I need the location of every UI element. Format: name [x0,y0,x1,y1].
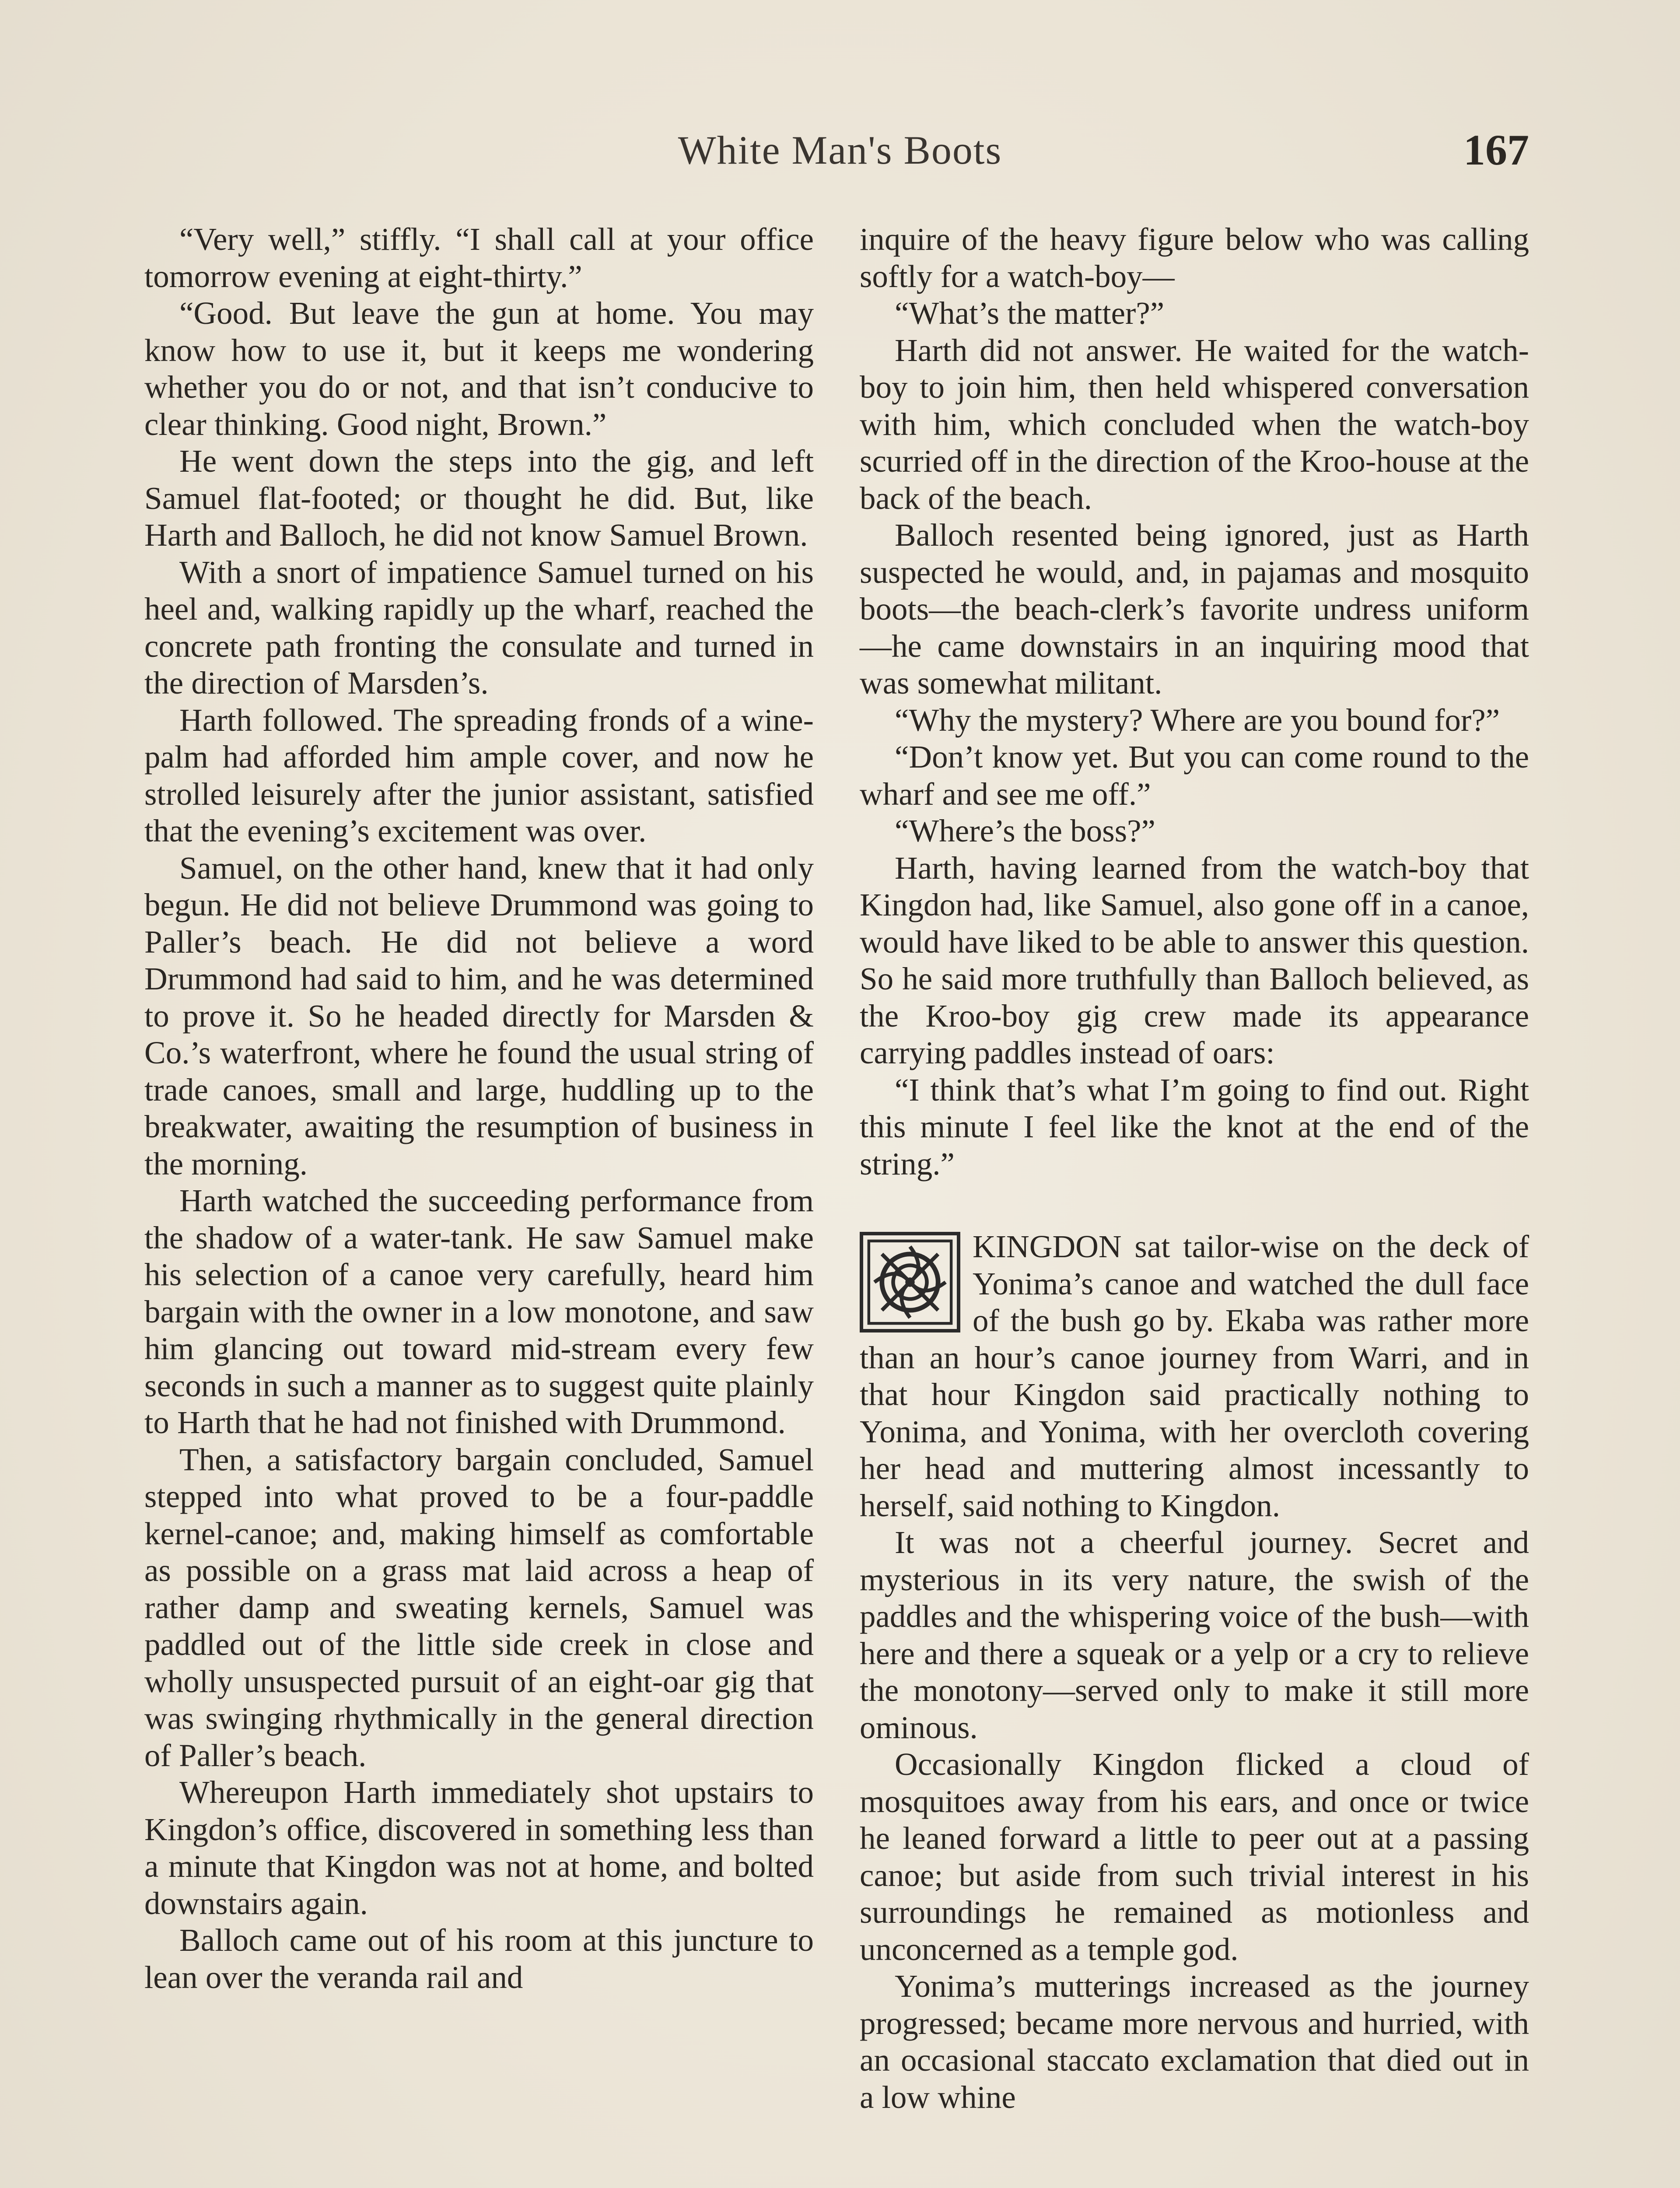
paragraph: Then, a satisfactory bargain concluded, Samuel stepped into what proved to be a four-paddle kernel-canoe; and, making himself as comfortable as possible on a grass mat laid across a heap of rather damp and sweating kernels, Samuel was paddled out of the little side creek in close and wholly unsuspected pursuit of an eight-oar gig that was swinging rhythmically in the general direction of Paller’s beach. [144,1441,814,1773]
paragraph: Harth, having learned from the watch-boy that Kingdon had, like Samuel, also gone off in a canoe, would have liked to be able to answer this question. So he said more truthfully than Balloch believed, as the Kroo-boy gig crew made its appearance carrying paddles instead of oars: [860,850,1529,1070]
paragraph: Whereupon Harth immediately shot upstairs to Kingdon’s office, discovered in something less than a minute that Kingdon was not at home, and bolted downstairs again. [144,1774,814,1921]
paragraph: inquire of the heavy figure below who was calling softly for a watch-boy— [860,221,1529,294]
section-break [860,1182,1529,1228]
paragraph: “Very well,” stiffly. “I shall call at your office tomorrow evening at eight-thirty.” [144,221,814,294]
paragraph: Occasionally Kingdon flicked a cloud of mosquitoes away from his ears, and once or twice he leaned forward a little to peer out at a passing canoe; but aside from such trivial interest in his surroundings he remained as motionless and unconcerned as a temple god. [860,1746,1529,1967]
paragraph: “Don’t know yet. But you can come round to the wharf and see me off.” [860,739,1529,812]
paragraph: “Where’s the boss?” [895,813,1155,849]
paragraph: Harth did not answer. He waited for the watch-boy to join him, then held whispered conversation with him, which concluded when the watch-boy scurried off in the direction of the Kroo-house at the back of the beach. [860,332,1529,516]
page-number: 167 [1463,126,1529,174]
paragraph: “What’s the matter?” [895,295,1165,331]
section-opening-paragraph [860,1228,1529,1524]
section-opening-text: KINGDON sat tailor-wise on the deck of Yonima’s canoe and watched the dull face of the bush go by. Ekaba was rather more than an hour’s canoe journey from Warri, and in that hour Kingdon said practically nothing to Yonima, and Yonima, with her overcloth covering her head and muttering almost incessantly to herself, said nothing to Kingdon. [860,1229,1529,1523]
paragraph: With a snort of impatience Samuel turned on his heel and, walking rapidly up the wharf, reached the concrete path fronting the consulate and turned in the direction of Marsden’s. [144,554,814,701]
celtic-knot-icon [860,1232,960,1332]
running-title: White Man's Boots [678,128,1002,172]
paragraph: “Why the mystery? Where are you bound for?” [895,702,1500,738]
paragraph: “Good. But leave the gun at home. You may know how to use it, but it keeps me wondering whether you do or not, and that isn’t conducive to clear thinking. Good night, Brown.” [144,295,814,442]
paragraph: Yonima’s mutterings increased as the journey progressed; became more nervous and hurried, with an occasional staccato exclamation that died out in a low whine [860,1968,1529,2115]
paragraph: Balloch came out of his room at this juncture to lean over the veranda rail and [144,1922,814,1995]
paragraph: “I think that’s what I’m going to find out. Right this minute I feel like the knot at the end of the string.” [860,1072,1529,1182]
paragraph: Samuel, on the other hand, knew that it had only begun. He did not believe Drummond was going to Paller’s beach. He did not believe a word Drummond had said to him, and he was determined to prove it. So he headed directly for Marsden & Co.’s waterfront, where he found the usual string of trade canoes, small and large, huddling up to the breakwater, awaiting the resumption of business in the morning. [144,850,814,1182]
paragraph: Balloch resented being ignored, just as Harth suspected he would, and, in pajamas and mosquito boots—the beach-clerk’s favorite undress uniform—he came downstairs in an inquiring mood that was somewhat militant. [860,517,1529,701]
paragraph: Harth followed. The spreading fronds of a wine-palm had afforded him ample cover, and now he strolled leisurely after the junior assistant, satisfied that the evening’s excitement was over. [144,702,814,849]
paragraph: It was not a cheerful journey. Secret and mysterious in its very nature, the swish of the paddles and the whispering voice of the bush—with here and there a squeak or a yelp or a cry to relieve the monotony—served only to make it still more ominous. [860,1525,1529,1745]
left-column [144,221,814,1996]
paragraph: Harth watched the succeeding performance from the shadow of a water-tank. He saw Samuel make his selection of a canoe very carefully, heard him bargain with the owner in a low monotone, and saw him glancing out toward mid-stream every few seconds in such a manner as to suggest quite plainly to Harth that he had not finished with Drummond. [144,1183,814,1440]
right-column [860,221,1529,2116]
paragraph: He went down the steps into the gig, and left Samuel flat-footed; or thought he did. But, like Harth and Balloch, he did not know Samuel Brown. [144,443,814,553]
